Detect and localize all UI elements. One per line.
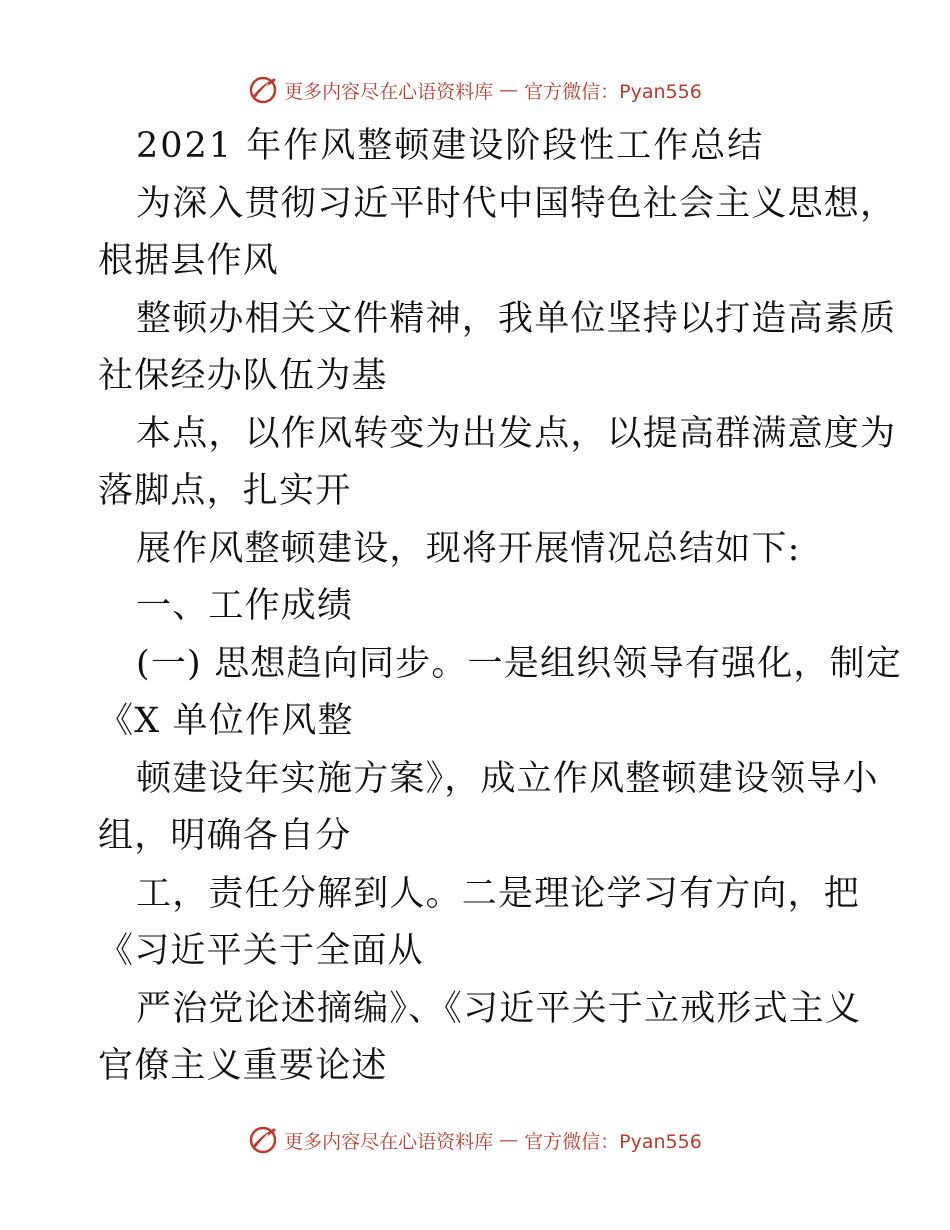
paragraph-line: 整顿办相关文件精神，我单位坚持以打造高素质 bbox=[136, 298, 897, 339]
paragraph-line: (一) 思想趋向同步。一是组织领导有强化，制定 bbox=[136, 643, 903, 684]
watermark-dash: — bbox=[499, 79, 519, 101]
pen-logo-icon bbox=[248, 1125, 278, 1155]
paragraph-line: 根据县作风 bbox=[98, 241, 280, 281]
paragraph-line: 展作风整顿建设，现将开展情况总结如下: bbox=[136, 528, 801, 569]
section-heading: 一、工作成绩 bbox=[136, 586, 354, 626]
paragraph-line: 严治党论述摘编》、《习近平关于立戒形式主义 bbox=[136, 988, 862, 1029]
pen-logo-icon bbox=[248, 75, 278, 105]
paragraph-line: 《X 单位作风整 bbox=[98, 701, 354, 741]
paragraph-line: 落脚点，扎实开 bbox=[98, 471, 352, 511]
document-body bbox=[98, 118, 903, 1096]
watermark-main-text: 更多内容尽在心语资料库 bbox=[284, 80, 494, 103]
paragraph-line: 组，明确各自分 bbox=[98, 816, 352, 856]
paragraph-line: 官僚主义重要论述 bbox=[98, 1046, 388, 1086]
watermark-dash: — bbox=[499, 1129, 519, 1151]
watermark-footer bbox=[0, 1120, 950, 1160]
paragraph-line: 社保经办队伍为基 bbox=[98, 356, 388, 396]
watermark-wechat-text: 官方微信：Pyan556 bbox=[524, 80, 702, 103]
paragraph-line: 顿建设年实施方案》，成立作风整顿建设领导小 bbox=[136, 758, 879, 799]
paragraph-line: 为深入贯彻习近平时代中国特色社会主义思想， bbox=[136, 183, 897, 224]
watermark-header bbox=[0, 70, 950, 110]
watermark-wechat-text: 官方微信：Pyan556 bbox=[524, 1130, 702, 1153]
watermark-main-text: 更多内容尽在心语资料库 bbox=[284, 1130, 494, 1153]
document-title: 2021 年作风整顿建设阶段性工作总结 bbox=[136, 126, 765, 166]
paragraph-line: 工，责任分解到人。二是理论学习有方向，把 bbox=[136, 873, 861, 914]
paragraph-line: 《习近平关于全面从 bbox=[98, 931, 424, 971]
paragraph-line: 本点，以作风转变为出发点，以提高群满意度为 bbox=[136, 413, 897, 454]
